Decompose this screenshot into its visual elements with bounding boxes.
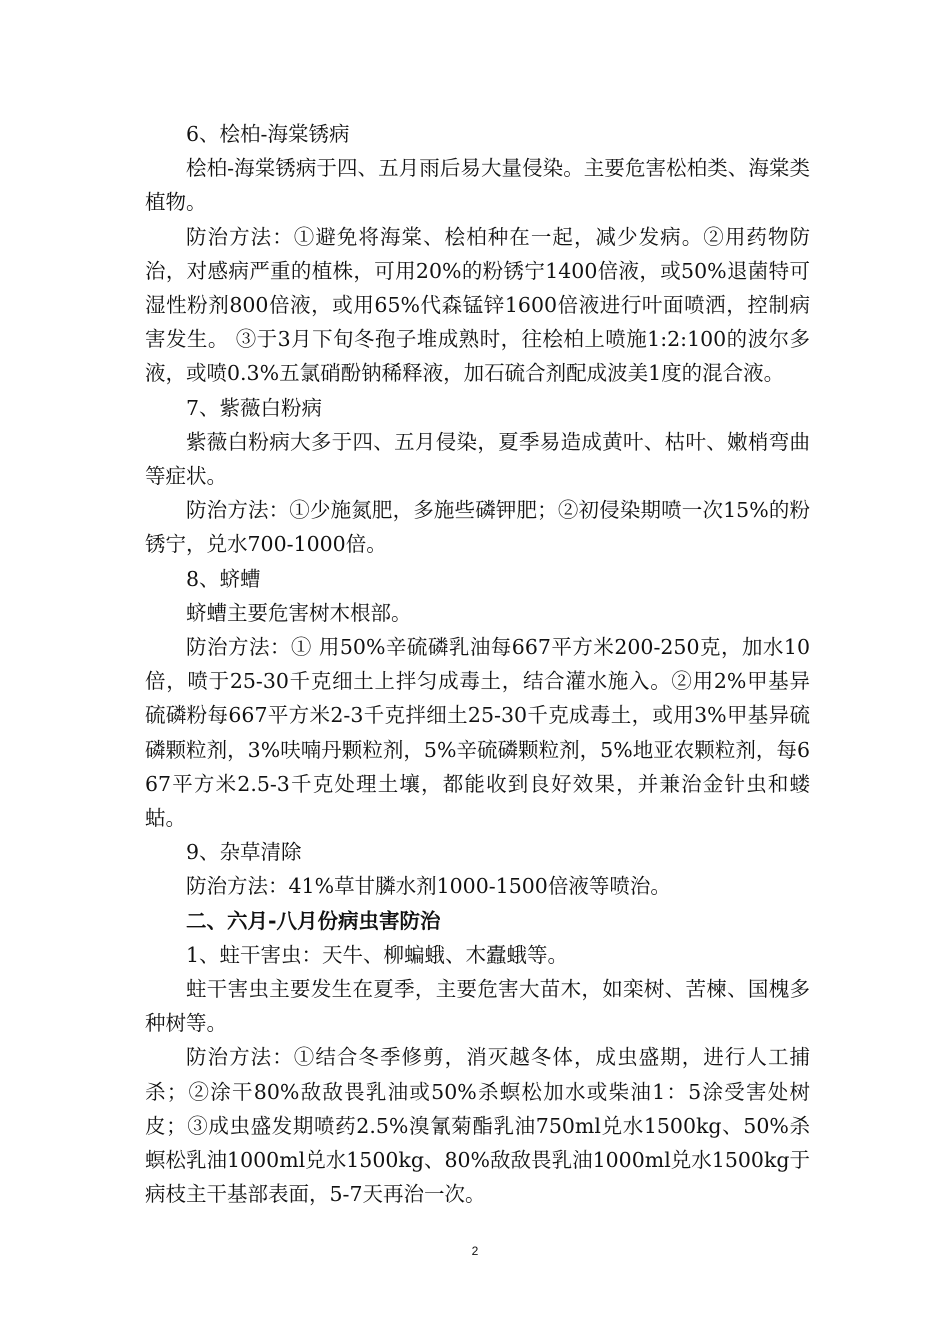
paragraph-grub-control: 防治方法：① 用50%辛硫磷乳油每667平方米200-250克，加水10倍，喷于25-30千克细土上拌匀成毒土，结合灌水施入。②用2%甲基异硫磷粉每667平方米2-3千克拌细土25-30千克成毒土，或用3%甲基异硫磷颗粒剂，3%呋喃丹颗粒剂，5%辛硫磷颗粒剂，5%地亚农颗粒剂，每667平方米2.5-3千克处理土壤，都能收到良好效果，并兼治金针虫和蝼蛄。 [145, 635, 810, 831]
paragraph-item-9-title: 9、杂草清除 [186, 840, 302, 865]
paragraph-crape-myrtle-desc: 紫薇白粉病大多于四、五月侵染，夏季易造成黄叶、枯叶、嫩梢弯曲等症状。 [145, 429, 810, 489]
page-number: 2 [471, 1244, 479, 1258]
paragraph-juniper-rust-desc: 桧柏-海棠锈病于四、五月雨后易大量侵染。主要危害松柏类、海棠类植物。 [145, 156, 810, 215]
paragraph-crape-myrtle-control: 防治方法：①少施氮肥，多施些磷钾肥；②初侵染期喷一次15%的粉锈宁，兑水700-1000倍。 [145, 498, 810, 557]
document-body [145, 117, 810, 1212]
paragraph-grub-desc: 蛴螬主要危害树木根部。 [186, 600, 412, 625]
paragraph-weed-control: 防治方法：41%草甘膦水剂1000-1500倍液等喷治。 [186, 874, 671, 899]
paragraph-item-6-title: 6、桧柏-海棠锈病 [186, 122, 350, 146]
paragraph-item-8-title: 8、蛴螬 [186, 566, 261, 591]
section-heading-june-august: 二、六月-八月份病虫害防治 [186, 908, 441, 933]
paragraph-borer-desc: 蛀干害虫主要发生在夏季，主要危害大苗木，如栾树、苦楝、国槐多种树等。 [145, 977, 810, 1036]
paragraph-item-7-title: 7、紫薇白粉病 [186, 395, 323, 420]
paragraph-juniper-rust-control: 防治方法：①避免将海棠、桧柏种在一起，减少发病。②用药物防治，对感病严重的植株，可用20%的粉锈宁1400倍液，或50%退菌特可湿性粉剂800倍液，或用65%代森锰锌1600倍液进行叶面喷洒，控制病害发生。 ③于3月下旬冬孢子堆成熟时，往桧柏上喷施1:2:100的波尔多液，或喷0.3%五氯硝酚钠稀释液，加石硫合剂配成波美1度的混合液。 [145, 224, 810, 386]
paragraph-borer-control: 防治方法：①结合冬季修剪，消灭越冬体，成虫盛期，进行人工捕杀；②涂干80%敌敌畏乳油或50%杀螟松加水或柴油1：5涂受害处树皮；③成虫盛发期喷药2.5%溴氰菊酯乳油750ml兑水1500kg、50%杀螟松乳油1000ml兑水1500kg、80%敌敌畏乳油1000ml兑水1500kg于病枝主干基部表面，5-7天再治一次。 [145, 1045, 810, 1207]
paragraph-borer-title: 1、蛀干害虫：天牛、柳蝙蛾、木蠹蛾等。 [186, 942, 569, 967]
